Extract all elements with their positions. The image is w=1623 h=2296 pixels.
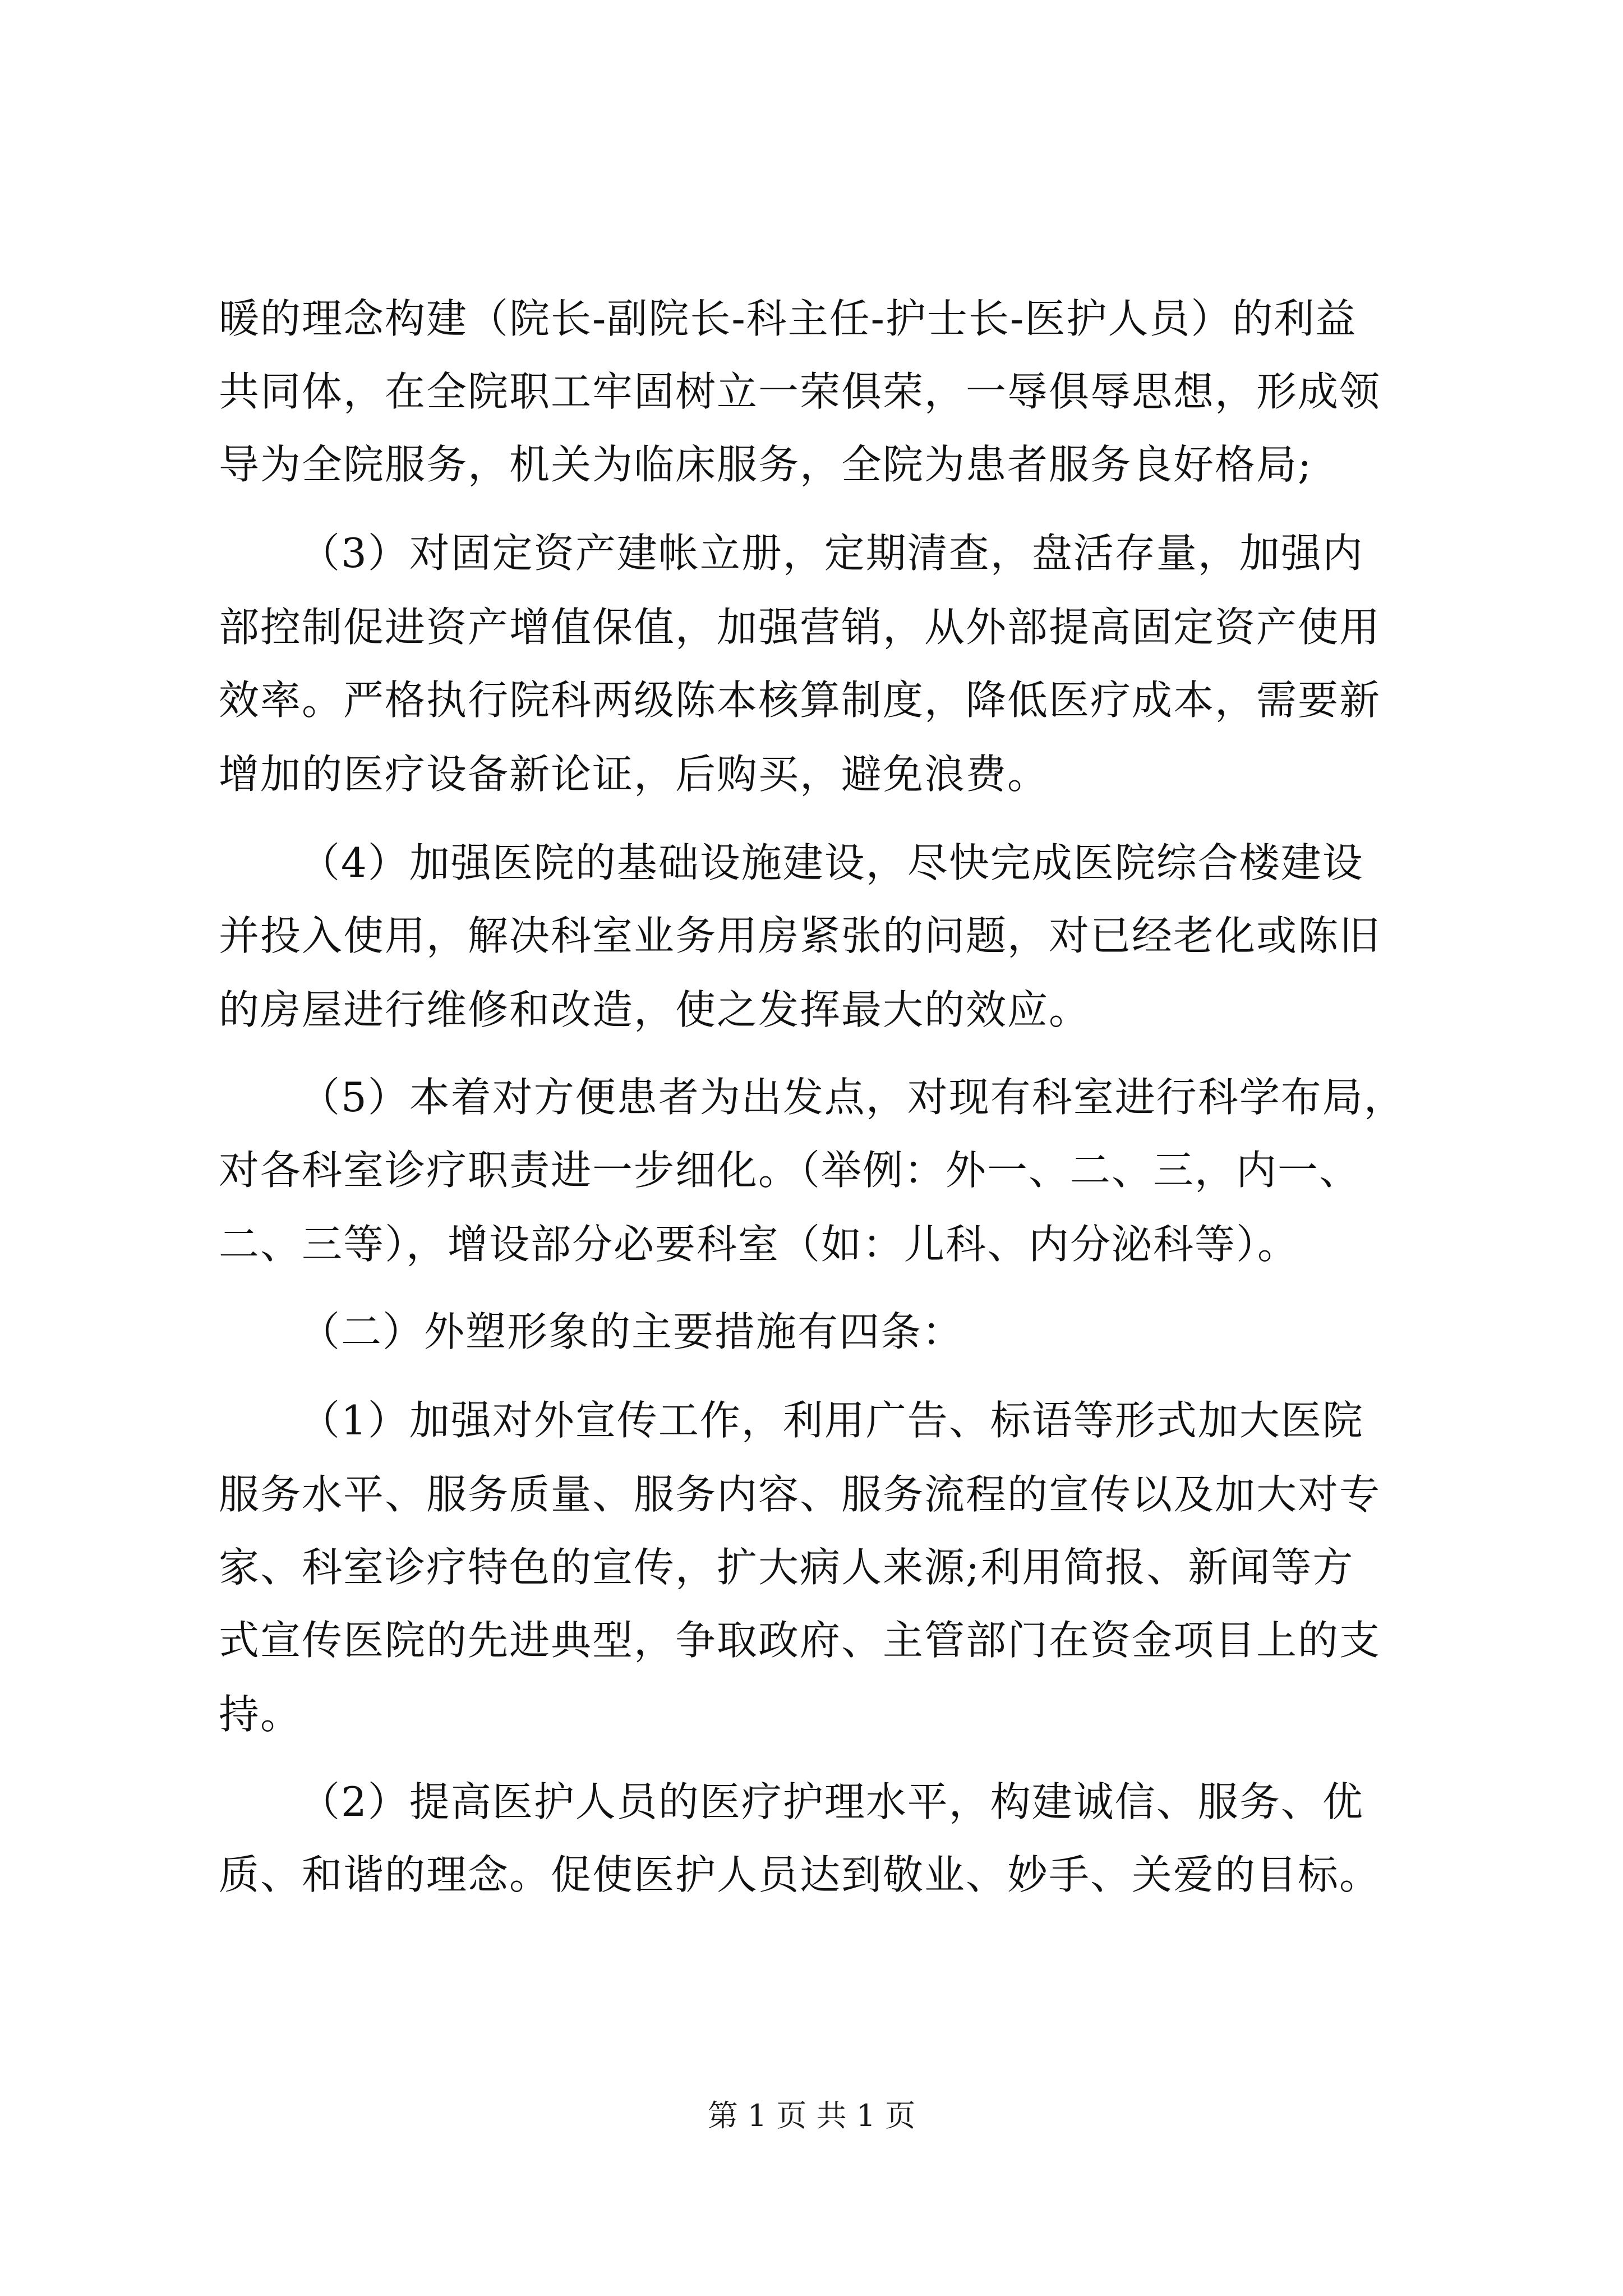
text-line: 质、和谐的理念。促使医护人员达到敬业、妙手、关爱的目标。 [219, 1851, 1381, 1898]
text-line: 家、科室诊疗特色的宣传，扩大病人来源;利用简报、新闻等方 [219, 1544, 1354, 1591]
text-line: （3）对固定资产建帐立册，定期清查，盘活存量，加强内 [299, 530, 1364, 577]
text-line: 持。 [219, 1691, 302, 1738]
text-line: 部控制促进资产增值保值，加强营销，从外部提高固定资产使用 [219, 604, 1381, 651]
text-line: 导为全院服务，机关为临床服务，全院为患者服务良好格局; [219, 441, 1313, 488]
text-line: （2）提高医护人员的医疗护理水平，构建诚信、服务、优 [299, 1778, 1364, 1825]
text-line: 暖的理念构建（院长-副院长-科主任-护士长-医护人员）的利益 [219, 295, 1357, 342]
text-line: 服务水平、服务质量、服务内容、服务流程的宣传以及加大对专 [219, 1471, 1381, 1518]
text-line: （4）加强医院的基础设施建设，尽快完成医院综合楼建设 [299, 839, 1364, 886]
text-line: 对各科室诊疗职责进一步细化。（举例：外一、二、三，内一、 [219, 1147, 1361, 1194]
page-number-footer: 第 1 页 共 1 页 [707, 2098, 916, 2133]
text-line: 效率。严格执行院科两级陈本核算制度，降低医疗成本，需要新 [219, 677, 1381, 724]
text-line: 式宣传医院的先进典型，争取政府、主管部门在资金项目上的支 [219, 1617, 1381, 1664]
text-line: 并投入使用，解决科室业务用房紧张的问题，对已经老化或陈旧 [219, 912, 1381, 959]
text-line: 增加的医疗设备新论证，后购买，避免浪费。 [219, 751, 1049, 798]
text-line: 的房屋进行维修和改造，使之发挥最大的效应。 [219, 986, 1091, 1033]
text-line: （1）加强对外宣传工作，利用广告、标语等形式加大医院 [299, 1397, 1364, 1444]
text-line: （5）本着对方便患者为出发点，对现有科室进行科学布局， [299, 1074, 1405, 1121]
text-line: 二、三等），增设部分必要科室（如：儿科、内分泌科等）。 [219, 1221, 1299, 1268]
text-line: 共同体，在全院职工牢固树立一荣俱荣，一辱俱辱思想，形成领 [219, 368, 1381, 415]
text-line: （二）外塑形象的主要措施有四条： [299, 1308, 964, 1355]
